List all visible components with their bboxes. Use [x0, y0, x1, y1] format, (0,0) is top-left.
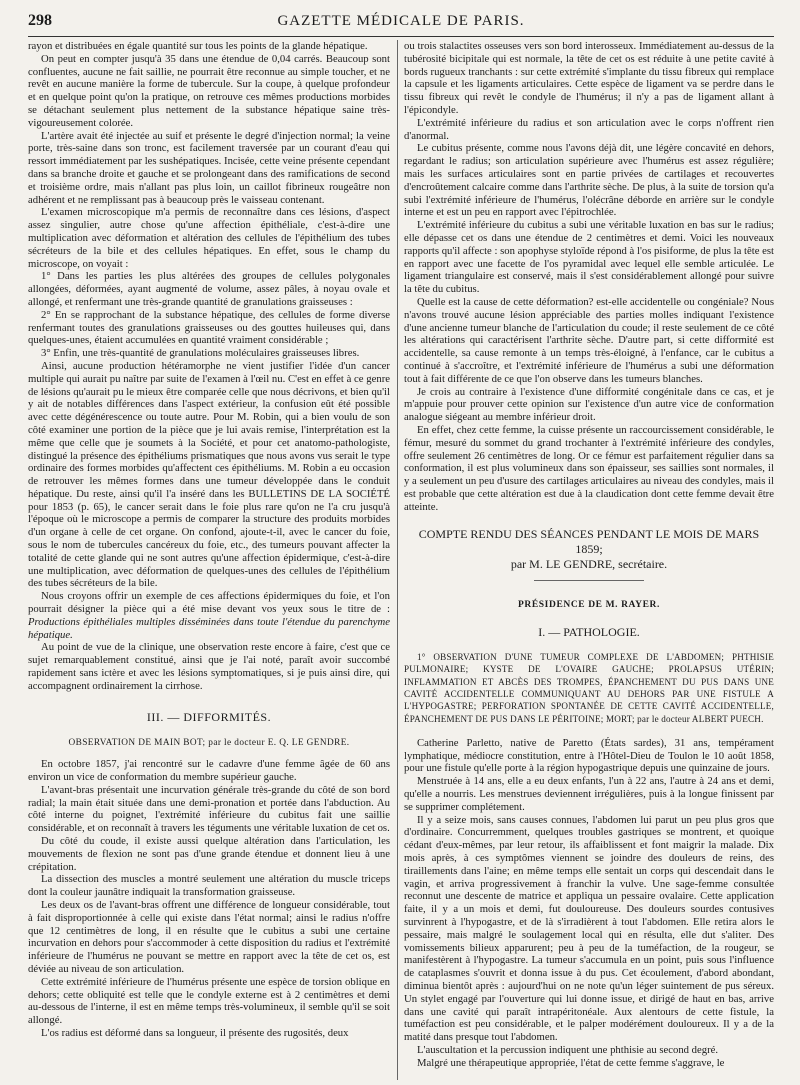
paragraph: 1° Dans les parties les plus altérées des groupes de cellules polygonales allongées, déformées, ayant augmenté de volume, assez pâles, à noyau ovale et allongé, et renfermant une très-grande quantité de granulations graisseuses : [28, 270, 390, 308]
paragraph: L'extrémité inférieure du radius et son articulation avec le corps n'offrent rien d'anormal. [404, 116, 774, 142]
observation-title: OBSERVATION DE MAIN BOT; par le docteur E. Q. LE GENDRE. [68, 738, 350, 749]
page-header [28, 12, 774, 34]
paragraph: En octobre 1857, j'ai rencontré sur le cadavre d'une femme âgée de 60 ans environ un vice de conformation du membre supérieur gauche. [28, 758, 390, 784]
right-column [404, 40, 774, 1080]
section-title: III. — DIFFORMITÉS. [146, 709, 272, 724]
paragraph: Quelle est la cause de cette déformation? est-elle accidentelle ou congéniale? Nous n'avons trouvé aucune lésion appréciable des parties molles indiquant l'existence d'une ancienne tumeur blanche de l'articulation du coude; il reste seulement de ce côté les altérations qui caractérisent l'arthrite sèche. D'autre part, si cette difformité est accidentelle, sa cause remonte à un temps très-éloigné, à l'enfance, car le cubitus a continué à s'accroître, et l'extrémité inférieure de l'humérus a subi une déformation tout à fait différente de ce que l'on observe dans les tumeurs blanches. [404, 295, 774, 385]
paragraph: L'artère avait été injectée au suif et présente le degré d'injection normal; la veine porte, très-saine dans son tronc, est facilement traversée par un courant d'eau qui ressort immédiatement par les sushépatiques. Incisée, cette veine présente cependant dans sa branche droite et gauche et se prolongeant dans des ramifications de second et troisième ordre, mais n'allant pas plus loin, un caillot fibrineux rougeâtre non adhérent et ne remplissant pas à beaucoup près le vaisseau contenant. [28, 129, 390, 206]
column-divider [397, 40, 398, 1080]
header-rule [28, 36, 774, 37]
paragraph: Le cubitus présente, comme nous l'avons déjà dit, une légère concavité en dehors, regardant le radius; son articulation supérieure avec l'humérus est assez régulière; mais les surfaces articulaires sont en partie privées de cartilages et recouvertes d'encroûtement calcaire comme dans l'arthrite sèche. De plus, à la suite de torsion qu'a subi l'extrémité inférieure de l'humérus, l'olécrâne déborde en arrière sur le condyle interne et est un peu en rapport avec l'épitrochlée. [404, 142, 774, 219]
page-number: 298 [28, 12, 52, 29]
paragraph: La dissection des muscles a montré seulement une altération du muscle triceps dont la couleur jaunâtre indiquait la transformation graisseuse. [28, 873, 390, 899]
section-title: I. — PATHOLOGIE. [538, 625, 640, 640]
paragraph: Ainsi, aucune production hétéramorphe ne vient justifier l'idée d'un cancer multiple qui aurait pu naître par suite de l'examen à l'œil nu. C'est en effet à ce genre de lésions qu'aurait pu le mieux être comparée celle que nous décrivons, et bien qu'il y ait de notables différences dans l'aspect extérieur, la confusion eût été possible avec cette dégénérescence ou toute autre. Pour M. Robin, qui a bien voulu de son côté examiner une portion de la pièce que je lui avais remise, l'interprétation est la même que celle que je soumets à la Société, et pour cet anatomo-pathologiste, distingué la présence des épithéliums prismatiques que nous avons vus serait le type ordinaire des formes morbides qu'affectent ces épithéliums. M. Robin a eu occasion de retrouver les mêmes formes dans une tumeur développée dans le conduit hépatique. Du reste, ainsi qu'il l'a inséré dans les BULLETINS DE LA SOCIÉTÉ pour 1853 (p. 65), le cancer serait dans le foie plus rare qu'on ne l'a cru jusqu'à l'époque où le microscope a permis de comparer la structure des produits morbides d'un organe à celle de cet organe. On confond, ajoute-t-il, avec le cancer du foie, sous le nom de tubercules cancéreux du foie, etc., des tumeurs pouvant affecter la totalité de cette glande qui ne sont autres qu'une affection épidermique, c'est-à-dire une multiplication, avec déformation de quelques-unes des cellules de l'épithélium des tubes sécréteurs de la bile. [28, 359, 390, 590]
heading-rule [534, 580, 644, 581]
paragraph: Il y a seize mois, sans causes connues, l'abdomen lui parut un peu plus gros que d'ordinaire. Concurremment, quelques troubles gastriques se montrent, et quoique cédant d'eux-mêmes, par leur retour, ils affaiblissent et font maigrir la malade. Dix mois après, à ces symptômes viennent se joindre des douleurs de reins, des tiraillements dans l'aine; en même temps elle sentait un corps qui descendait dans le vagin, et arriva progressivement à franchir la vulve. Une sage-femme consultée reconnut une descente de matrice et appliqua un pessaire ovalaire. Cette application faite, il y a un mois et demi, fut douloureuse. Des douleurs sourdes contusives survinrent à l'hypogastre, et de là s'irradièrent à tout l'abdomen. Elle retira alors le pessaire, mais malgré le soulagement local qui en résulta, elle dut s'aliter. Des vomissements bilieux apparurent; peu à peu de la tuméfaction, de la rougeur, se manifestèrent à l'hypogastre. La tumeur s'accumula en un point, puis sous l'influence de cataplasmes s'ouvrit et donna issue à du pus. Cet écoulement, d'abord abondant, diminua bientôt après : aujourd'hui on ne note qu'un léger suintement de pus séreux. Un stylet engagé par l'ouverture qui lui donne issue, et dirigé de haut en bas, arrive dans une cavité qui paraît intrapéritonéale. Aux alentours de cette fistule, la tuméfaction est peu considérable, et le palper modérément douloureux. Il y a de la matité dans presque tout l'abdomen. [404, 813, 774, 1044]
presidency-line: PRÉSIDENCE DE M. RAYER. [518, 600, 660, 611]
paragraph: Je crois au contraire à l'existence d'une difformité congénitale dans ce cas, et je m'appuie pour prouver cette opinion sur l'existence d'un autre vice de conformation analogue siégeant au membre inférieur droit. [404, 385, 774, 424]
report-heading-line: COMPTE RENDU DES SÉANCES PENDANT LE MOIS DE MARS 1859; [418, 527, 760, 557]
paragraph: Du côté du coude, il existe aussi quelque altération dans l'articulation, les mouvements de flexion ne sont pas d'une grande étendue et donnent lieu à une crépitation. [28, 835, 390, 873]
paragraph: Malgré une thérapeutique appropriée, l'état de cette femme s'aggrave, le [417, 1056, 725, 1069]
paragraph: 3° Enfin, une très-quantité de granulations moléculaires graisseuses libres. [41, 347, 360, 360]
paragraph: Au point de vue de la clinique, une observation reste encore à faire, c'est que ce sujet remarquablement constitué, ainsi que je l'ai noté, paraît avoir succombé rapidement sans ictère et avec les lésions symptomatiques, si je puis ainsi dire, qui accompagnent ordinairement la cirrhose. [28, 641, 390, 692]
paragraph [28, 590, 390, 641]
paragraph: L'extrémité inférieure du cubitus a subi une véritable luxation en bas sur le radius; elle dépasse cet os dans une étendue de 2 centimètres et demi. Voici les nouveaux rapports qu'il affecte : son apophyse styloïde répond à l'os pisiforme, de plus la tête est en rapport avec une facette de l'os pyramidal avec lequel elle semble articulée. Le ligament triangulaire est conservé, mais il s'est considérablement allongé pour suivre la tête du cubitus. [404, 219, 774, 296]
paragraph: Les deux os de l'avant-bras offrent une différence de longueur considérable, tout à fait disproportionnée à celle qui existe dans l'état normal; ainsi le radius n'offre que 12 centimètres de long, il en résulte que le cubitus a subi une certaine incurvation en dehors pour s'accommoder à cette disposition du radius et l'extrémité inférieure de l'humérus ne pouvant se mettre en rapport avec la tête de cet os, est déviée au niveau de son articulation. [28, 899, 390, 975]
paragraph: Cette extrémité inférieure de l'humérus présente une espèce de torsion oblique en dehors; cette obliquité est telle que le condyle externe est à 2 centimètres et demi au-dessous de l'interne, il est en même temps très-volumineux, il semble qu'il se soit allongé. [28, 975, 390, 1027]
italic-title: Productions épithéliales multiples disséminées dans toute l'étendue du parenchyme hépatique. [28, 615, 390, 641]
report-heading [404, 527, 774, 581]
paragraph: 2° En se rapprochant de la substance hépatique, des cellules de forme diverse renfermant toutes des granulations graisseuses ou des gouttes huileuses qui, dans quelques-unes, étaient accumulées en quantité vraiment considérable ; [28, 308, 390, 347]
paragraph: rayon et distribuées en égale quantité sur tous les points de la glande hépatique. [28, 40, 368, 52]
paragraph: L'examen microscopique m'a permis de reconnaître dans ces lésions, d'aspect assez singulier, autre chose qu'une affection épithéliale, c'est-à-dire une multiplication avec déformation et altération des cellules de l'épithélium des tubes sécréteurs de la bile et des cellules hépatiques. En effet, sous le champ du microscope, on voyait : [28, 206, 390, 270]
paragraph: L'avant-bras présentait une incurvation générale très-grande du côté de son bord radial; la main était située dans une demi-pronation et portée dans l'abduction. Au côté interne du poignet, l'extrémité inférieure du cubitus fait une saillie considérable, et on reconnaît à travers les téguments une véritable luxation de cet os. [28, 783, 390, 835]
report-heading-author: par M. LE GENDRE, secrétaire. [510, 557, 668, 572]
paragraph: Menstruée à 14 ans, elle a eu deux enfants, l'un à 22 ans, l'autre à 24 ans et demi, qu'elle a nourris. Les menstrues deviennent irrégulières, puis à la longue finissent par se supprimer complétement. [404, 775, 774, 813]
paragraph: L'os radius est déformé dans sa longueur, il présente des rugosités, deux [41, 1026, 349, 1039]
paragraph: L'auscultation et la percussion indiquent une phthisie au second degré. [417, 1043, 719, 1056]
paragraph: On peut en compter jusqu'à 35 dans une étendue de 0,04 carrés. Beaucoup sont confluentes, aucune ne fait saillie, ne pourrait être reconnue au simple toucher, et ne revêt en aucune manière la forme de tubercule. Sur la coupe, à quelque profondeur et en quelque point qu'on la pratique, on retrouve ces mêmes productions morbides se détachant seulement plus nettement de la substance hépatique saine très-vigoureusement colorée. [28, 52, 390, 129]
paragraph-lead: Nous croyons offrir un exemple de ces affections épidermiques du foie, et l'on pourrait désigner la pièce qui a été mise devant vos yeux sous le titre de : [28, 590, 390, 616]
observation-title: 1° OBSERVATION D'UNE TUMEUR COMPLEXE DE L'ABDOMEN; PHTHISIE PULMONAIRE; KYSTE DE L'OVAIRE GAUCHE; PROLAPSUS UTÉRIN; INFLAMMATION ET ABCÈS DES TROMPES, ÉPANCHEMENT DU PUS DANS UNE CAVITÉ ACCIDENTELLE COMMUNIQUANT AU DEHORS PAR UNE FISTULE A L'HYPOGASTRE; PERFORATION SPONTANÉE DE CETTE CAVITÉ ACCIDENTELLE, ÉPANCHEMENT DE PUS DANS LE PÉRITOINE; MORT; par le docteur ALBERT PUECH. [404, 652, 774, 724]
paragraph: ou trois stalactites osseuses vers son bord interosseux. Immédiatement au-dessus de la tubérosité bicipitale qui est normale, la tête de cet os est réduite à une petite cavité à bords rugueux tranchants : sur cette extrémité s'implante du tissu fibreux qui remplace la capsule et les ligaments articulaires. Cette espèce de ligament va se perdre dans le tissu fibreux qui revêt le condyle de l'humérus; il n'y a pas de ligament allant à l'épicondyle. [404, 40, 774, 116]
paragraph: Catherine Parletto, native de Paretto (États sardes), 31 ans, tempérament lymphatique, médiocre constitution, entre à l'Hôtel-Dieu de Toulon le 10 août 1858, pour une fistule qu'elle porte à la région hypogastrique depuis une quinzaine de jours. [404, 736, 774, 775]
running-title: GAZETTE MÉDICALE DE PARIS. [277, 13, 525, 29]
paragraph: En effet, chez cette femme, la cuisse présente un raccourcissement considérable, le fémur, mesuré du sommet du grand trochanter à l'extrémité inférieure des condyles, offre seulement 26 centimètres de long. Or ce fémur est parfaitement régulier dans sa conformation, il est plus volumineux dans son épaisseur, ses saillies sont normales, il y a seulement un peu d'usure des cartilages articulaires au niveau des condyles, mais il est probable que cette altération est due à la claudication dont cette femme devait être atteinte. [404, 423, 774, 513]
left-column [28, 40, 390, 1080]
